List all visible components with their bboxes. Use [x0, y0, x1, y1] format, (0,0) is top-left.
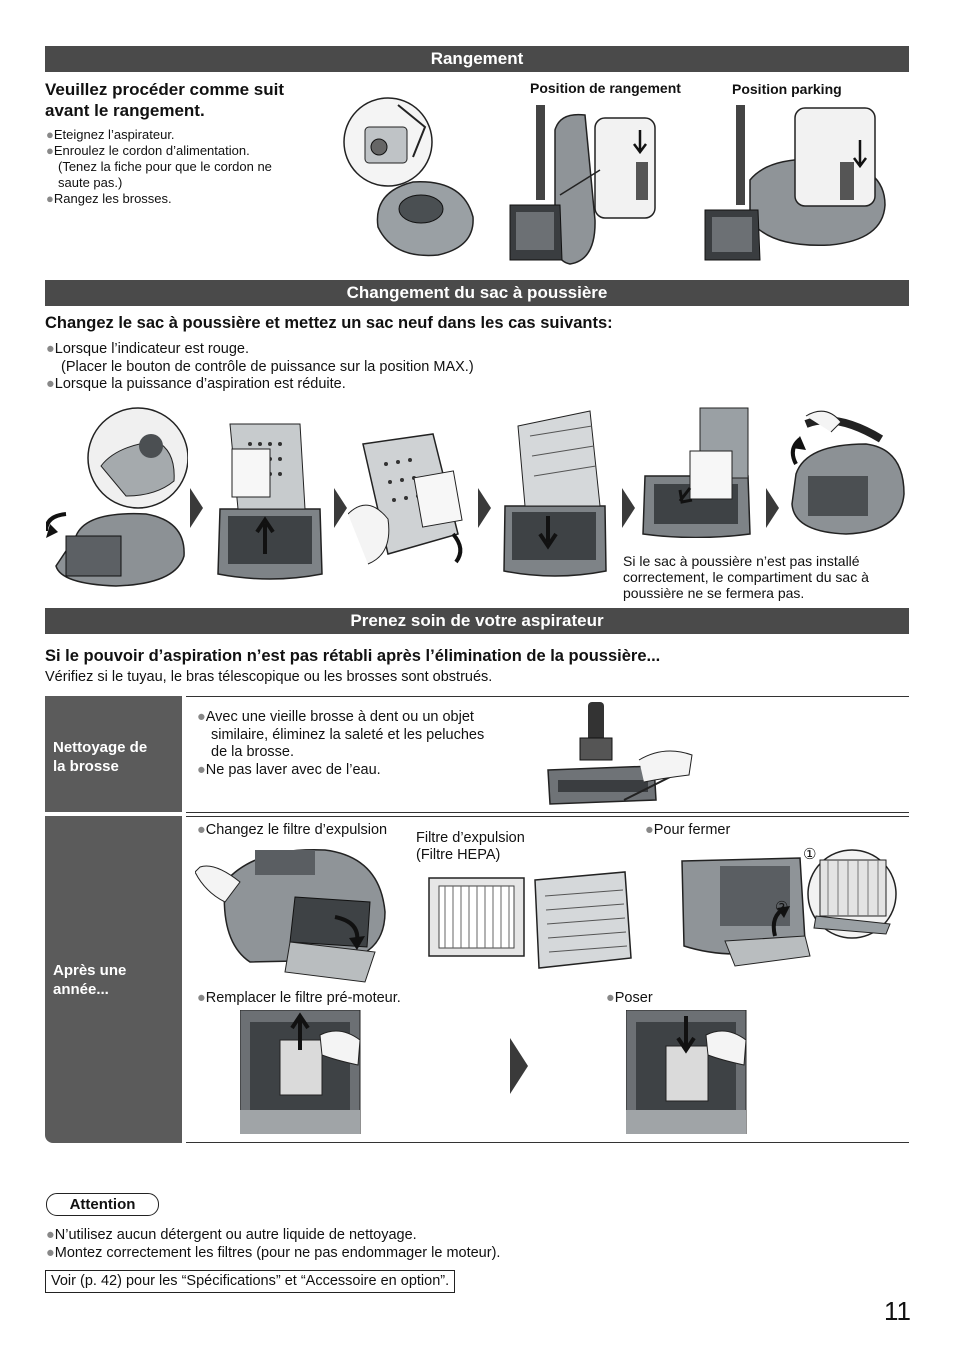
- illustration-open-exhaust-filter: [195, 842, 403, 984]
- list-item: ●Rangez les brosses.: [46, 191, 172, 206]
- list-item: ●Eteignez l’aspirateur.: [46, 127, 175, 142]
- list-item-continuation: (Tenez la fiche pour que le cordon ne: [58, 159, 272, 174]
- illustration-bag-step-replace-bag: [348, 424, 470, 566]
- bullet-icon: ●: [46, 1227, 55, 1243]
- attention-badge: Attention: [46, 1193, 159, 1216]
- arrow-right-icon: [190, 488, 203, 528]
- illustration-bag-step-open-lid: [46, 406, 188, 588]
- list-item: ●Enroulez le cordon d’alimentation.: [46, 143, 250, 158]
- bullet-icon: ●: [46, 127, 54, 142]
- row-label-brush-cleaning: Nettoyage de la brosse: [45, 696, 182, 812]
- change-filter-label: ●Changez le filtre d’expulsion: [197, 822, 388, 838]
- illustration-hepa-filter: [425, 868, 635, 974]
- arrow-right-icon: [478, 488, 491, 528]
- bullet-icon: ●: [606, 990, 615, 1006]
- arrow-right-icon: [622, 488, 635, 528]
- step-number-2: ②: [775, 899, 789, 916]
- list-item-continuation: saute pas.): [58, 175, 123, 190]
- filter-name: Filtre d’expulsion (Filtre HEPA): [416, 830, 525, 863]
- illustration-bag-step-insert-holder: [500, 406, 608, 578]
- bullet-icon: ●: [197, 822, 206, 838]
- rangement-bullets: [46, 127, 336, 207]
- list-item-continuation: (Placer le bouton de contrôle de puissance sur la position MAX.): [61, 358, 474, 375]
- list-item-continuation: de la brosse.: [211, 744, 295, 760]
- bullet-icon: ●: [46, 376, 55, 392]
- label-position-rangement: Position de rangement: [530, 80, 681, 96]
- illustration-storage-position: [500, 100, 710, 268]
- list-item: ●Lorsque l’indicateur est rouge.: [46, 341, 250, 357]
- illustration-remove-premotor-filter: [240, 1010, 362, 1134]
- bullet-icon: ●: [46, 191, 54, 206]
- list-item-continuation: similaire, éliminez la saleté et les peluches: [211, 726, 485, 743]
- illustration-place-premotor-filter: [626, 1010, 748, 1134]
- list-item: ●Lorsque la puissance d’aspiration est réduite.: [46, 376, 346, 392]
- bullet-icon: ●: [197, 990, 206, 1006]
- list-item: ●Ne pas laver avec de l’eau.: [197, 761, 381, 778]
- place-label: ●Poser: [606, 990, 653, 1006]
- table-rule: [186, 812, 909, 813]
- bullet-icon: ●: [197, 709, 206, 725]
- table-rule: [186, 696, 909, 697]
- label-position-parking: Position parking: [732, 81, 842, 97]
- section-header-rangement: Rangement: [45, 46, 909, 72]
- table-rule: [186, 816, 909, 817]
- arrow-right-icon: [334, 488, 347, 528]
- illustration-brush-cleaning: [544, 700, 694, 806]
- arrow-right-icon: [510, 1038, 528, 1094]
- illustration-bag-step-close-lid: [786, 404, 906, 536]
- bag-bullets: [46, 341, 646, 394]
- step-number-1: ①: [803, 846, 817, 863]
- row-label-after-one-year: Après une année...: [45, 816, 182, 1143]
- illustration-bag-step-remove-holder: [210, 414, 328, 582]
- illustration-cord-rewind: [343, 97, 483, 257]
- section-header-bag: Changement du sac à poussière: [45, 280, 909, 306]
- bullet-icon: ●: [645, 822, 654, 838]
- bag-note: Si le sac à poussière n’est pas installé correctement, le compartiment du sac à poussière ne se fermera pas.: [623, 553, 869, 601]
- illustration-parking-position: [700, 100, 910, 268]
- list-item: ●N’utilisez aucun détergent ou autre liquide de nettoyage.: [46, 1227, 417, 1243]
- replace-prefilter-label: ●Remplacer le filtre pré-moteur.: [197, 990, 401, 1006]
- care-intro: Vérifiez si le tuyau, le bras télescopique ou les brosses sont obstrués.: [45, 669, 493, 685]
- section-header-care: Prenez soin de votre aspirateur: [45, 608, 909, 634]
- page-number: 11: [884, 1296, 911, 1326]
- rangement-subtitle: Veuillez procéder comme suit avant le rangement.: [45, 80, 285, 120]
- brush-instructions: [197, 709, 537, 779]
- bullet-icon: ●: [197, 761, 206, 778]
- bullet-icon: ●: [46, 1244, 55, 1261]
- attention-bullets: [46, 1227, 500, 1262]
- bag-subtitle: Changez le sac à poussière et mettez un sac neuf dans les cas suivants:: [45, 314, 613, 332]
- to-close-label: ●Pour fermer: [645, 822, 731, 838]
- bullet-icon: ●: [46, 341, 55, 357]
- care-subtitle: Si le pouvoir d’aspiration n’est pas rétabli après l’élimination de la poussière...: [45, 647, 661, 665]
- list-item: ●Montez correctement les filtres (pour ne pas endommager le moteur).: [46, 1244, 501, 1261]
- bullet-icon: ●: [46, 143, 54, 158]
- footer-reference: Voir (p. 42) pour les “Spécifications” et “Accessoire en option”.: [45, 1270, 455, 1293]
- illustration-close-filter: [680, 846, 902, 978]
- arrow-right-icon: [766, 488, 779, 528]
- list-item: ●Avec une vieille brosse à dent ou un objet: [197, 709, 474, 725]
- illustration-bag-step-fitted: [640, 406, 752, 538]
- table-rule: [186, 1142, 909, 1143]
